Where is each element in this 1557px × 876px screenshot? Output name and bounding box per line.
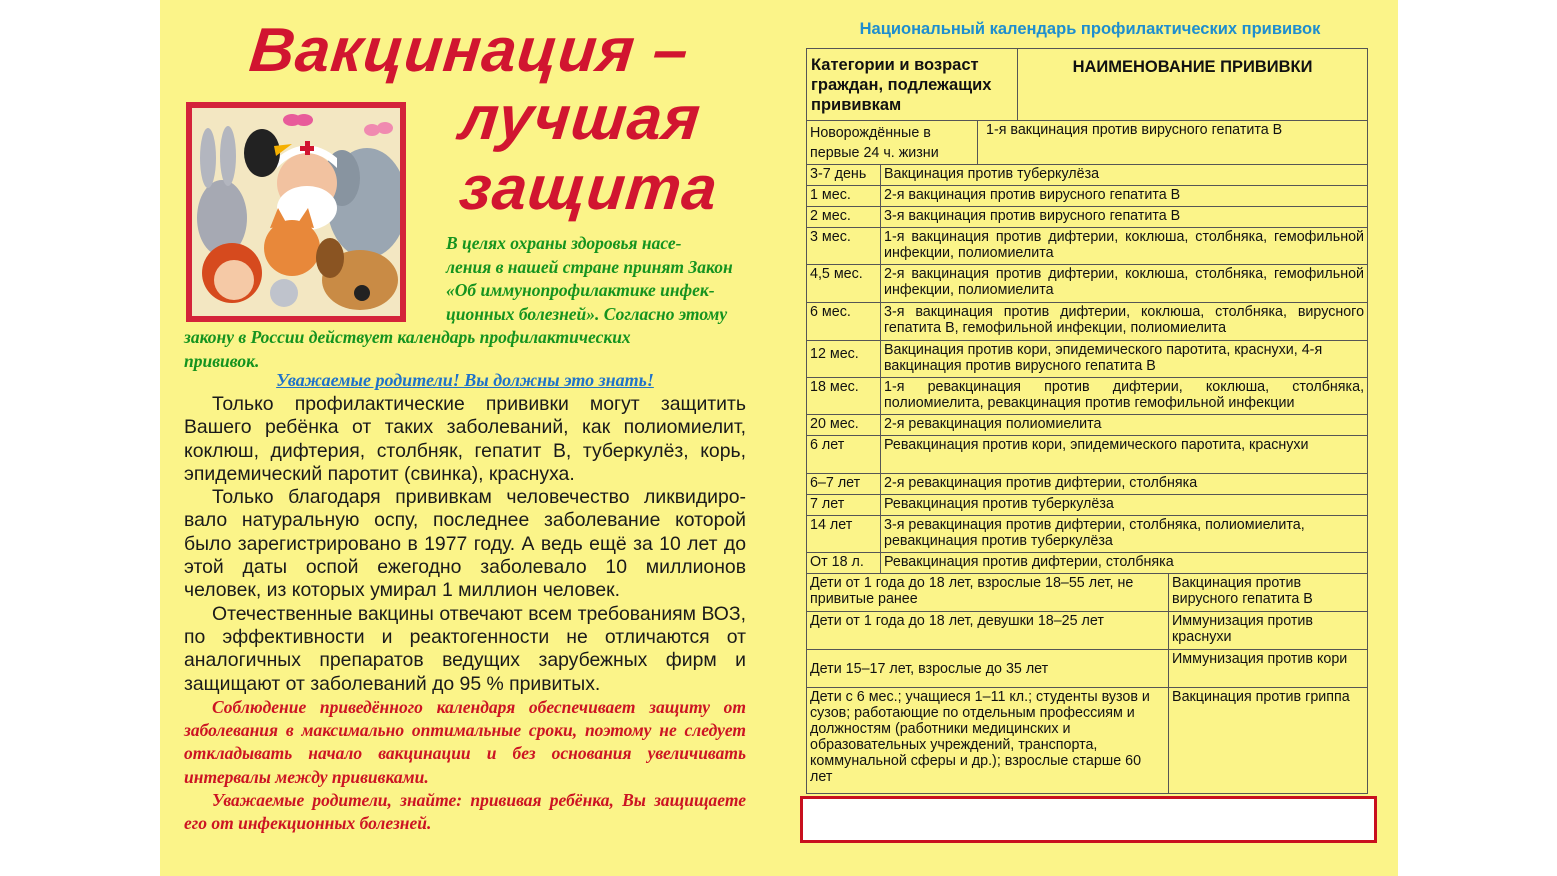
table-row [807, 265, 1368, 303]
table-row [807, 574, 1368, 612]
vaccination-calendar-table [806, 48, 1368, 794]
table-row [807, 688, 1368, 794]
vaccine-cell: Вакцинация против туберкулёза [881, 165, 1368, 186]
age-cell: 12 мес. [807, 341, 881, 378]
vaccine-cell: 2-я вакцинация против дифтерии, коклюша, столбняка, гемофильной инфекции, полиомиелита [881, 265, 1368, 303]
vaccine-cell: 2-я ревакцинация полиомиелита [881, 415, 1368, 436]
table-row [807, 165, 1368, 186]
vaccine-cell: 3-я вакцинация против вирусного гепатита В [881, 207, 1368, 228]
age-cell: 6–7 лет [807, 474, 881, 495]
title-line-3: защита [456, 154, 722, 223]
table-row [807, 553, 1368, 574]
age-cell: 2 мес. [807, 207, 881, 228]
parents-notice-heading: Уважаемые родители! Вы должны это знать! [276, 370, 654, 390]
group-cell: Дети с 6 мес.; учащиеся 1–11 кл.; студенты вузов и сузов; работающие по отдельным профессиям и должностям (работники медицинских и образовательных учреждений, транспорта, коммунальной сферы и др.); взрослые старше 60 лет [807, 688, 1169, 794]
intro-line: ления в нашей стране принят Закон [446, 256, 733, 277]
table-row [807, 303, 1368, 341]
vaccine-cell: Вакцинация против вирусного гепатита В [1169, 574, 1368, 612]
intro-line: В целях охраны здоровья насе- [446, 233, 682, 253]
vaccine-cell: 2-я вакцинация против вирусного гепатита В [881, 186, 1368, 207]
age-cell: 3 мес. [807, 228, 881, 265]
vaccine-cell: Ревакцинация против дифтерии, столбняка [881, 553, 1368, 574]
body-paragraph: Только профилактические прививки могут защитить Вашего ребёнка от таких заболеваний, как полиомиелит, коклюш, дифтерия, столбняк, гепатит В, туберкулёз, корь, эпидемический паротит (свинка), краснуха. [184, 393, 746, 485]
age-cell: От 18 л. [807, 553, 881, 574]
table-row [807, 650, 1368, 688]
title-line-2: лучшая [456, 84, 705, 153]
warning-paragraph: Уважаемые родители, знайте: прививая ребёнка, Вы защищаете его от инфекционных болезней. [184, 789, 746, 834]
table-row [807, 228, 1368, 265]
vaccine-cell: Вакцинация против кори, эпидемического паротита, краснухи, 4-я вакцинация против вирусного гепатита В [881, 341, 1368, 378]
age-cell: Новорождённые в первые 24 ч. жизни [807, 121, 978, 165]
table-row [807, 436, 1368, 474]
table-row [807, 516, 1368, 553]
body-text [184, 393, 746, 696]
table-row [807, 415, 1368, 436]
table-row [807, 378, 1368, 415]
vaccine-cell: 2-я ревакцинация против дифтерии, столбняка [881, 474, 1368, 495]
age-cell: 7 лет [807, 495, 881, 516]
vaccine-cell: 1-я ревакцинация против дифтерии, коклюша, столбняка, полиомиелита, ревакцинация против гемофильной инфекции [881, 378, 1368, 415]
vaccine-cell: Иммунизация против кори [1169, 650, 1368, 688]
warning-paragraph: Соблюдение приведённого календаря обеспечивает защиту от заболевания в максимально оптимальные сроки, поэтому не следует откладывать начало вакцинации и без основания увеличивать интервалы между прививками. [184, 697, 746, 787]
group-cell: Дети от 1 года до 18 лет, девушки 18–25 лет [807, 612, 1169, 650]
leaflet-page [160, 0, 1398, 876]
age-cell: 20 мес. [807, 415, 881, 436]
body-paragraph: Только благодаря прививкам человечество ликвидиро-вало натуральную оспу, последнее заболевание которой было зарегистрировано в 1977 году. А ведь ещё за 10 лет до этой даты оспой ежегодно заболевало 10 миллионов человек, из которых умирал 1 миллион человек. [184, 486, 746, 602]
age-cell: 6 мес. [807, 303, 881, 341]
vaccine-cell: Ревакцинация против кори, эпидемического паротита, краснухи [881, 436, 1368, 474]
vaccine-cell: Иммунизация против краснухи [1169, 612, 1368, 650]
calendar-title: Национальный календарь профилактических прививок [859, 20, 1321, 38]
table-header-row [807, 49, 1368, 121]
table-row [807, 612, 1368, 650]
table-row [807, 495, 1368, 516]
age-cell: 6 лет [807, 436, 881, 474]
vaccine-cell: 3-я вакцинация против дифтерии, коклюша, столбняка, вирусного гепатита В, гемофильной инфекции, полиомиелита [881, 303, 1368, 341]
intro-line: закону в России действует календарь профилактических [184, 327, 631, 347]
intro-line: ционных болезней». Согласно этому [446, 303, 728, 324]
vaccine-cell: 1-я вакцинация против вирусного гепатита В [978, 121, 1368, 165]
age-cell: 18 мес. [807, 378, 881, 415]
intro-paragraph [184, 232, 746, 373]
table-row [807, 341, 1368, 378]
blank-red-framed-box [800, 796, 1377, 843]
vaccine-cell: Ревакцинация против туберкулёза [881, 495, 1368, 516]
age-cell: 3-7 день [807, 165, 881, 186]
intro-line: прививок. [184, 350, 260, 371]
age-cell: 4,5 мес. [807, 265, 881, 303]
intro-line: «Об иммунопрофилактике инфек- [446, 280, 715, 300]
table-row [807, 207, 1368, 228]
age-cell: 14 лет [807, 516, 881, 553]
group-cell: Дети от 1 года до 18 лет, взрослые 18–55 лет, не привитые ранее [807, 574, 1169, 612]
warning-text [184, 696, 746, 835]
age-cell: 1 мес. [807, 186, 881, 207]
body-paragraph: Отечественные вакцины отвечают всем требованиям ВОЗ, по эффективности и реактогенности не отличаются от аналогичных препаратов ведущих зарубежных фирм и защищают от заболеваний до 95 % привитых. [184, 602, 746, 695]
vaccine-cell: 3-я ревакцинация против дифтерии, столбняка, полиомиелита, ревакцинация против туберкулёза [881, 516, 1368, 553]
table-row [807, 121, 1368, 165]
group-cell: Дети 15–17 лет, взрослые до 35 лет [807, 650, 1169, 688]
title-line-1: Вакцинация – [246, 16, 693, 85]
table-row [807, 474, 1368, 495]
header-category: Категории и возраст граждан, подлежащих прививкам [807, 49, 1018, 121]
header-vaccine: НАИМЕНОВАНИЕ ПРИВИВКИ [1018, 49, 1368, 121]
vaccine-cell: Вакцинация против гриппа [1169, 688, 1368, 794]
table-row [807, 186, 1368, 207]
vaccine-cell: 1-я вакцинация против дифтерии, коклюша, столбняка, гемофильной инфекции, полиомиелита [881, 228, 1368, 265]
